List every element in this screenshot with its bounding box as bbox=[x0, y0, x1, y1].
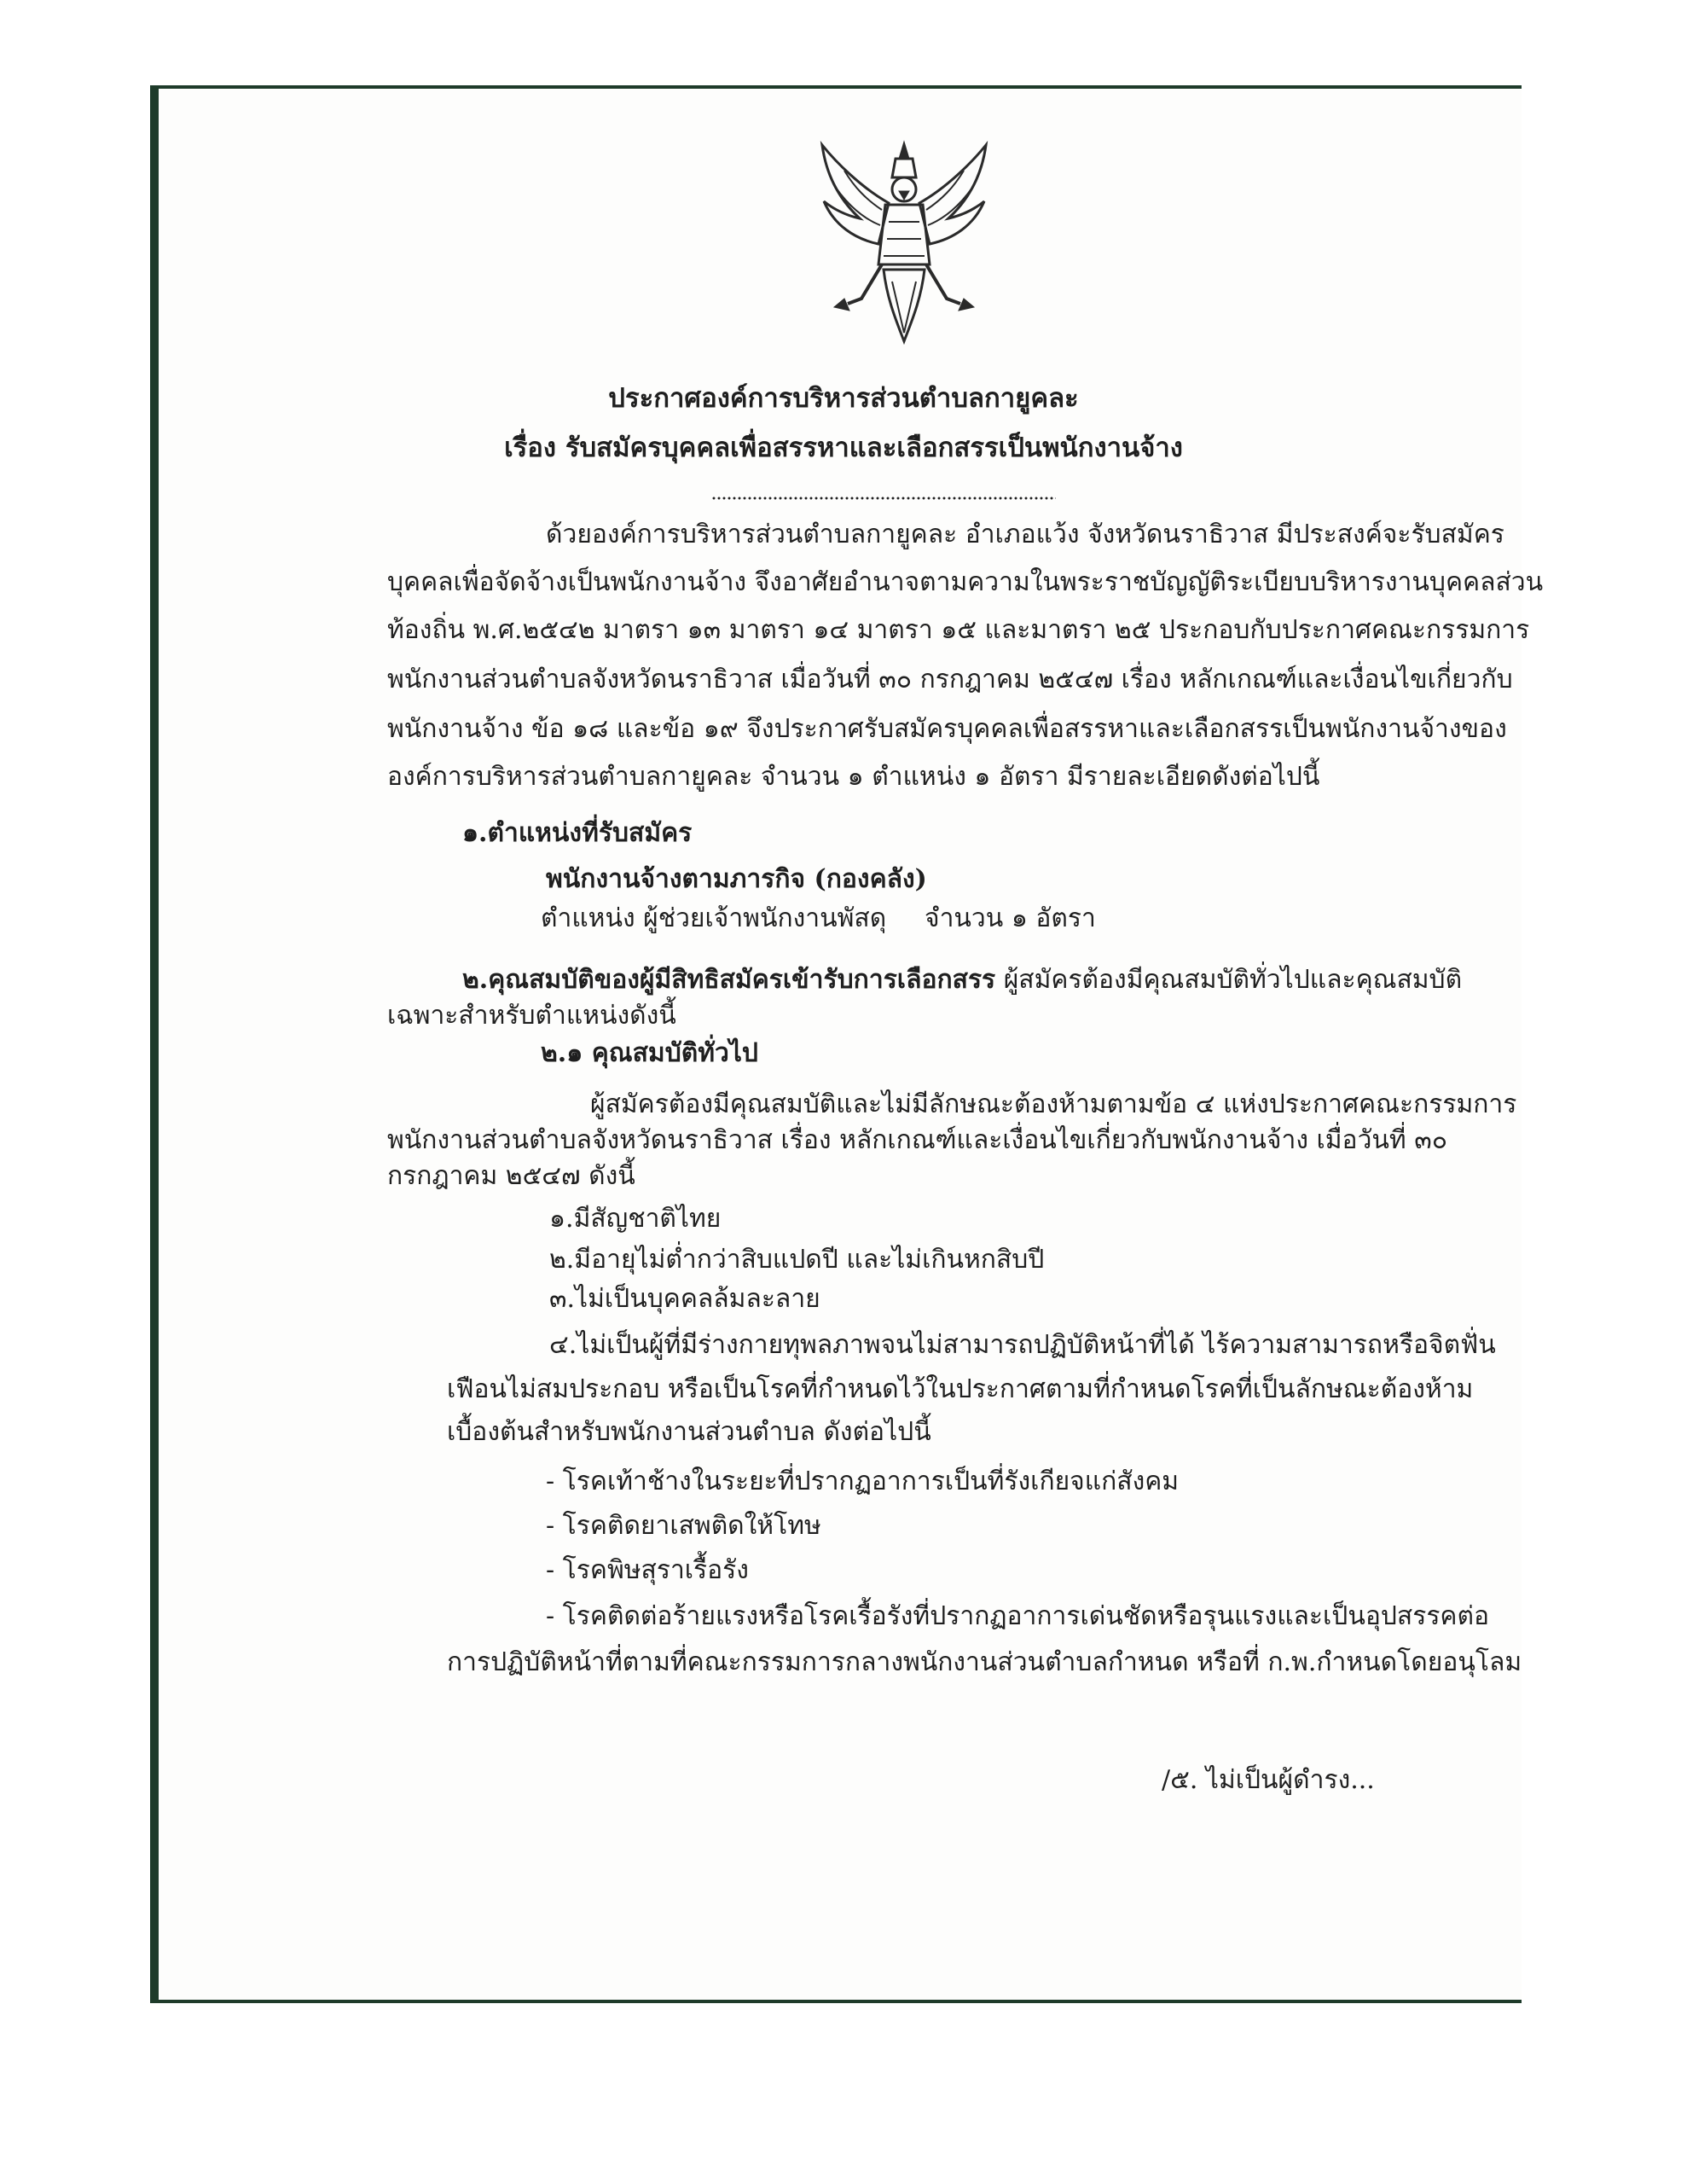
disease-item: - โรคติดยาเสพติดให้โทษ bbox=[546, 1511, 821, 1541]
section2-paragraph-line: พนักงานส่วนตำบลจังหวัดนราธิวาส เรื่อง หลักเกณฑ์และเงื่อนไขเกี่ยวกับพนักงานจ้าง เมื่อวันที่ ๓๐ bbox=[387, 1125, 1448, 1155]
qualification-item-4-cont: เฟือนไม่สมประกอบ หรือเป็นโรคที่กำหนดไว้ในประกาศตามที่กำหนดโรคที่เป็นลักษณะต้องห้าม bbox=[447, 1374, 1474, 1404]
qualification-item: ๑.มีสัญชาติไทย bbox=[549, 1204, 722, 1234]
section2-heading-cont: เฉพาะสำหรับตำแหน่งดังนี้ bbox=[387, 1001, 676, 1031]
intro-line: ด้วยองค์การบริหารส่วนตำบลกายูคละ อำเภอแว้ง จังหวัดนราธิวาส มีประสงค์จะรับสมัคร bbox=[546, 520, 1504, 549]
document-title: ประกาศองค์การบริหารส่วนตำบลกายูคละ bbox=[608, 383, 1079, 414]
continuation-note: /๕. ไม่เป็นผู้ดำรง... bbox=[1162, 1765, 1375, 1795]
qualification-item-4: ๔.ไม่เป็นผู้ที่มีร่างกายทุพลภาพจนไม่สามารถปฏิบัติหน้าที่ได้ ไร้ความสามารถหรือจิตฟั่น bbox=[549, 1330, 1496, 1360]
paper-sheet bbox=[159, 89, 1522, 2000]
intro-line: บุคคลเพื่อจัดจ้างเป็นพนักงานจ้าง จึงอาศัยอำนาจตามความในพระราชบัญญัติระเบียบบริหารงานบุคคลส่วน bbox=[387, 567, 1544, 597]
section2-sub-heading: ๒.๑ คุณสมบัติทั่วไป bbox=[541, 1038, 758, 1068]
qualification-item: ๓.ไม่เป็นบุคคลล้มละลาย bbox=[549, 1284, 820, 1314]
section2-heading-line bbox=[462, 967, 1462, 993]
document-subject: เรื่อง รับสมัครบุคคลเพื่อสรรหาและเลือกสรรเป็นพนักงานจ้าง bbox=[504, 433, 1183, 463]
qualification-item-4-cont: เบื้องต้นสำหรับพนักงานส่วนตำบล ดังต่อไปนี้ bbox=[447, 1417, 931, 1447]
intro-line: พนักงานจ้าง ข้อ ๑๘ และข้อ ๑๙ จึงประกาศรับสมัครบุคคลเพื่อสรรหาและเลือกสรรเป็นพนักงานจ้างของ bbox=[387, 714, 1507, 744]
section1-heading: ๑.ตำแหน่งที่รับสมัคร bbox=[462, 818, 693, 848]
disease-item: - โรคพิษสุราเรื้อรัง bbox=[546, 1555, 749, 1585]
qualification-item: ๒.มีอายุไม่ต่ำกว่าสิบแปดปี และไม่เกินหกสิบปี bbox=[549, 1245, 1045, 1275]
garuda-emblem-icon bbox=[810, 136, 998, 350]
section1-count: จำนวน ๑ อัตรา bbox=[925, 903, 1096, 933]
section2-heading: ๒.คุณสมบัติของผู้มีสิทธิสมัครเข้ารับการเลือกสรร bbox=[462, 965, 996, 995]
disease-item: - โรคเท้าช้างในระยะที่ปรากฏอาการเป็นที่รังเกียจแก่สังคม bbox=[546, 1467, 1180, 1496]
disease-item: - โรคติดต่อร้ายแรงหรือโรคเรื้อรังที่ปรากฏอาการเด่นชัดหรือรุนแรงและเป็นอุปสรรคต่อ bbox=[546, 1601, 1490, 1631]
section1-group: พนักงานจ้างตามภารกิจ (กองคลัง) bbox=[546, 864, 927, 894]
intro-line: องค์การบริหารส่วนตำบลกายูคละ จำนวน ๑ ตำแหน่ง ๑ อัตรา มีรายละเอียดดังต่อไปนี้ bbox=[387, 762, 1320, 792]
section2-heading-rest: ผู้สมัครต้องมีคุณสมบัติทั่วไปและคุณสมบัติ bbox=[995, 965, 1463, 995]
disease-item-cont: การปฏิบัติหน้าที่ตามที่คณะกรรมการกลางพนักงานส่วนตำบลกำหนด หรือที่ ก.พ.กำหนดโดยอนุโลม bbox=[447, 1647, 1522, 1677]
section2-paragraph-line: ผู้สมัครต้องมีคุณสมบัติและไม่มีลักษณะต้องห้ามตามข้อ ๔ แห่งประกาศคณะกรรมการ bbox=[590, 1089, 1517, 1119]
intro-line: ท้องถิ่น พ.ศ.๒๕๔๒ มาตรา ๑๓ มาตรา ๑๔ มาตรา ๑๕ และมาตรา ๒๕ ประกอบกับประกาศคณะกรรมการ bbox=[387, 615, 1530, 645]
section2-paragraph-line: กรกฎาคม ๒๕๔๗ ดังนี้ bbox=[387, 1161, 635, 1191]
section1-position: ตำแหน่ง ผู้ช่วยเจ้าพนักงานพัสดุ bbox=[541, 903, 887, 933]
intro-line: พนักงานส่วนตำบลจังหวัดนราธิวาส เมื่อวันที่ ๓๐ กรกฎาคม ๒๕๔๗ เรื่อง หลักเกณฑ์และเงื่อนไขเกี่ยวกับ bbox=[387, 665, 1513, 694]
dotted-rule bbox=[711, 497, 1056, 500]
